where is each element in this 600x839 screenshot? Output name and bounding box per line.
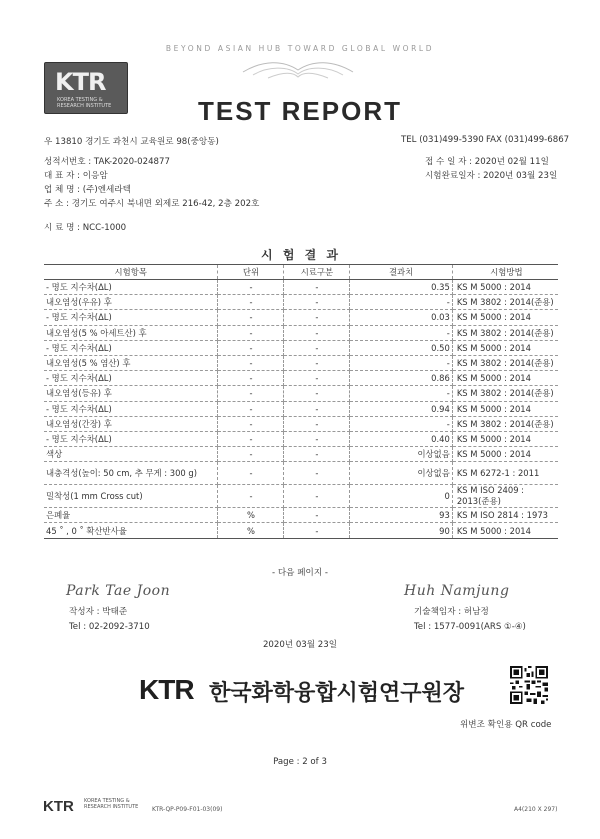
cell-unit: - [218, 340, 284, 355]
cell-sample: - [284, 508, 350, 523]
col-header-unit: 단위 [218, 265, 284, 280]
sample-name: 시 료 명 : NCC-1000 [44, 223, 127, 233]
cell-sample: - [284, 355, 350, 370]
cell-method: KS M 3802 : 2014(준용) [452, 325, 558, 340]
cell-method: KS M 5000 : 2014 [452, 371, 558, 386]
report-title: TEST REPORT [197, 96, 402, 126]
table-row [44, 508, 558, 523]
bottom-ktr-logo: KTR [43, 798, 74, 815]
results-table [44, 264, 558, 539]
manager-signature: Huh Namjung [404, 583, 510, 599]
cell-sample: - [284, 340, 350, 355]
cell-result: 0.50 [350, 340, 452, 355]
cell-method: KS M 5000 : 2014 [452, 340, 558, 355]
cell-item: 밀착성(1 mm Cross cut) [44, 485, 218, 508]
cell-item: 색상 [44, 447, 218, 462]
cell-sample: - [284, 371, 350, 386]
cell-method: KS M 5000 : 2014 [452, 523, 558, 538]
cell-method: KS M 5000 : 2014 [452, 310, 558, 325]
table-header-row [44, 265, 558, 280]
cell-result: 93 [350, 508, 452, 523]
footer-ktr-logo: KTR [139, 674, 194, 705]
cell-sample: - [284, 485, 350, 508]
cell-method: KS M 5000 : 2014 [452, 401, 558, 416]
cell-sample: - [284, 280, 350, 295]
cell-unit: - [218, 310, 284, 325]
cell-item: 내오염성(우유) 후 [44, 295, 218, 310]
bottom-org-name: KOREA TESTING & RESEARCH INSTITUTE [84, 798, 139, 810]
tel: TEL (031)499-5390 [401, 135, 484, 145]
cell-result: - [350, 355, 452, 370]
cell-unit: - [218, 485, 284, 508]
author-role: 작성자 : 박태준 [69, 607, 128, 617]
representative: 대 표 자 : 이응암 [44, 171, 108, 181]
cell-sample: - [284, 447, 350, 462]
table-row [44, 295, 558, 310]
cell-unit: - [218, 462, 284, 485]
cell-item: - 명도 지수차(ΔL) [44, 401, 218, 416]
table-row [44, 416, 558, 431]
cell-sample: - [284, 462, 350, 485]
cell-sample: - [284, 295, 350, 310]
cell-item: 내오염성(5 % 염산) 후 [44, 355, 218, 370]
form-code: KTR-QP-P09-F01-03(09) [152, 806, 223, 813]
table-row [44, 310, 558, 325]
cell-result: 이상없음 [350, 447, 452, 462]
cell-method: KS M 5000 : 2014 [452, 431, 558, 446]
cell-sample: - [284, 386, 350, 401]
cell-result: 0.40 [350, 431, 452, 446]
cell-item: 내충격성(높이: 50 cm, 추 무게 : 300 g) [44, 462, 218, 485]
cell-method: KS M 3802 : 2014(준용) [452, 295, 558, 310]
cell-item: 45 ˚ , 0 ˚ 확산반사율 [44, 523, 218, 538]
received-date: 접 수 일 자 : 2020년 02월 11일 [425, 157, 549, 167]
cell-item: 내오염성(등유) 후 [44, 386, 218, 401]
table-row [44, 485, 558, 508]
cell-method: KS M 3802 : 2014(준용) [452, 416, 558, 431]
cell-unit: % [218, 523, 284, 538]
cell-sample: - [284, 431, 350, 446]
table-row [44, 325, 558, 340]
cell-item: - 명도 지수차(ΔL) [44, 431, 218, 446]
cell-sample: - [284, 523, 350, 538]
institute-address: 우 13810 경기도 과천시 교육원로 98(중앙동) [44, 137, 219, 147]
cell-result: 이상없음 [350, 462, 452, 485]
cell-method: KS M ISO 2814 : 1973 [452, 508, 558, 523]
cell-unit: - [218, 401, 284, 416]
col-header-item: 시험항목 [44, 265, 218, 280]
table-row [44, 386, 558, 401]
cell-item: - 명도 지수차(ΔL) [44, 280, 218, 295]
cell-method: KS M 3802 : 2014(준용) [452, 355, 558, 370]
cell-unit: - [218, 416, 284, 431]
table-row [44, 523, 558, 538]
cell-unit: - [218, 325, 284, 340]
cell-item: 내오염성(간장) 후 [44, 416, 218, 431]
qr-caption: 위변조 확인용 QR code [460, 720, 552, 730]
cell-item: 은폐율 [44, 508, 218, 523]
completed-date: 시험완료일자 : 2020년 03월 23일 [425, 171, 558, 181]
table-row [44, 340, 558, 355]
cell-unit: - [218, 371, 284, 386]
cell-unit: - [218, 447, 284, 462]
cell-method: KS M 6272-1 : 2011 [452, 462, 558, 485]
cell-item: - 명도 지수차(ΔL) [44, 340, 218, 355]
table-row [44, 401, 558, 416]
col-header-method: 시험방법 [452, 265, 558, 280]
cell-sample: - [284, 401, 350, 416]
cell-result: 0.03 [350, 310, 452, 325]
cell-item: 내오염성(5 % 아세트산) 후 [44, 325, 218, 340]
col-header-sample: 시료구분 [284, 265, 350, 280]
cell-unit: % [218, 508, 284, 523]
cell-unit: - [218, 280, 284, 295]
cell-item: - 명도 지수차(ΔL) [44, 310, 218, 325]
table-row [44, 280, 558, 295]
cell-result: 0.86 [350, 371, 452, 386]
cell-item: - 명도 지수차(ΔL) [44, 371, 218, 386]
cell-sample: - [284, 310, 350, 325]
manager-role: 기술책임자 : 허남정 [414, 607, 489, 617]
cell-result: - [350, 416, 452, 431]
company-name: 업 체 명 : (주)엔세라텍 [44, 185, 131, 195]
section-title: 시 험 결 과 [261, 248, 341, 262]
cell-method: KS M 3802 : 2014(준용) [452, 386, 558, 401]
report-number: 성적서번호 : TAK-2020-024877 [44, 157, 170, 167]
tagline: BEYOND ASIAN HUB TOWARD GLOBAL WORLD [165, 44, 435, 53]
cell-result: - [350, 325, 452, 340]
page-number: Page : 2 of 3 [273, 757, 327, 767]
table-row [44, 447, 558, 462]
cell-unit: - [218, 295, 284, 310]
author-tel: Tel : 02-2092-3710 [69, 622, 150, 632]
cell-result: 0 [350, 485, 452, 508]
cell-result: 0.35 [350, 280, 452, 295]
qr-code-icon [510, 666, 548, 704]
fax: FAX (031)499-6867 [486, 135, 570, 145]
issue-date: 2020년 03월 23일 [262, 640, 338, 650]
manager-tel: Tel : 1577-0091(ARS ①-④) [414, 622, 526, 632]
cell-result: - [350, 386, 452, 401]
cell-unit: - [218, 431, 284, 446]
table-row [44, 371, 558, 386]
continued-note: - 다음 페이지 - [272, 568, 328, 578]
table-row [44, 462, 558, 485]
cell-sample: - [284, 416, 350, 431]
cell-unit: - [218, 355, 284, 370]
cell-sample: - [284, 325, 350, 340]
author-signature: Park Tae Joon [66, 583, 171, 599]
table-row [44, 355, 558, 370]
institute-head-name: 한국화학융합시험연구원장 [209, 681, 465, 706]
cell-unit: - [218, 386, 284, 401]
table-row [44, 431, 558, 446]
cell-method: KS M ISO 2409 : 2013(준용) [452, 485, 558, 508]
cell-result: - [350, 295, 452, 310]
paper-size: A4(210 X 297) [514, 806, 558, 813]
company-address: 주 소 : 경기도 여주시 북내면 외제로 216-42, 2층 202호 [44, 199, 260, 209]
col-header-result: 결과치 [350, 265, 452, 280]
cell-result: 0.94 [350, 401, 452, 416]
cell-method: KS M 5000 : 2014 [452, 447, 558, 462]
decorative-swirl-icon [238, 58, 358, 80]
cell-method: KS M 5000 : 2014 [452, 280, 558, 295]
ktr-logo: KTR KOREA TESTING & RESEARCH INSTITUTE [44, 62, 128, 114]
cell-result: 90 [350, 523, 452, 538]
